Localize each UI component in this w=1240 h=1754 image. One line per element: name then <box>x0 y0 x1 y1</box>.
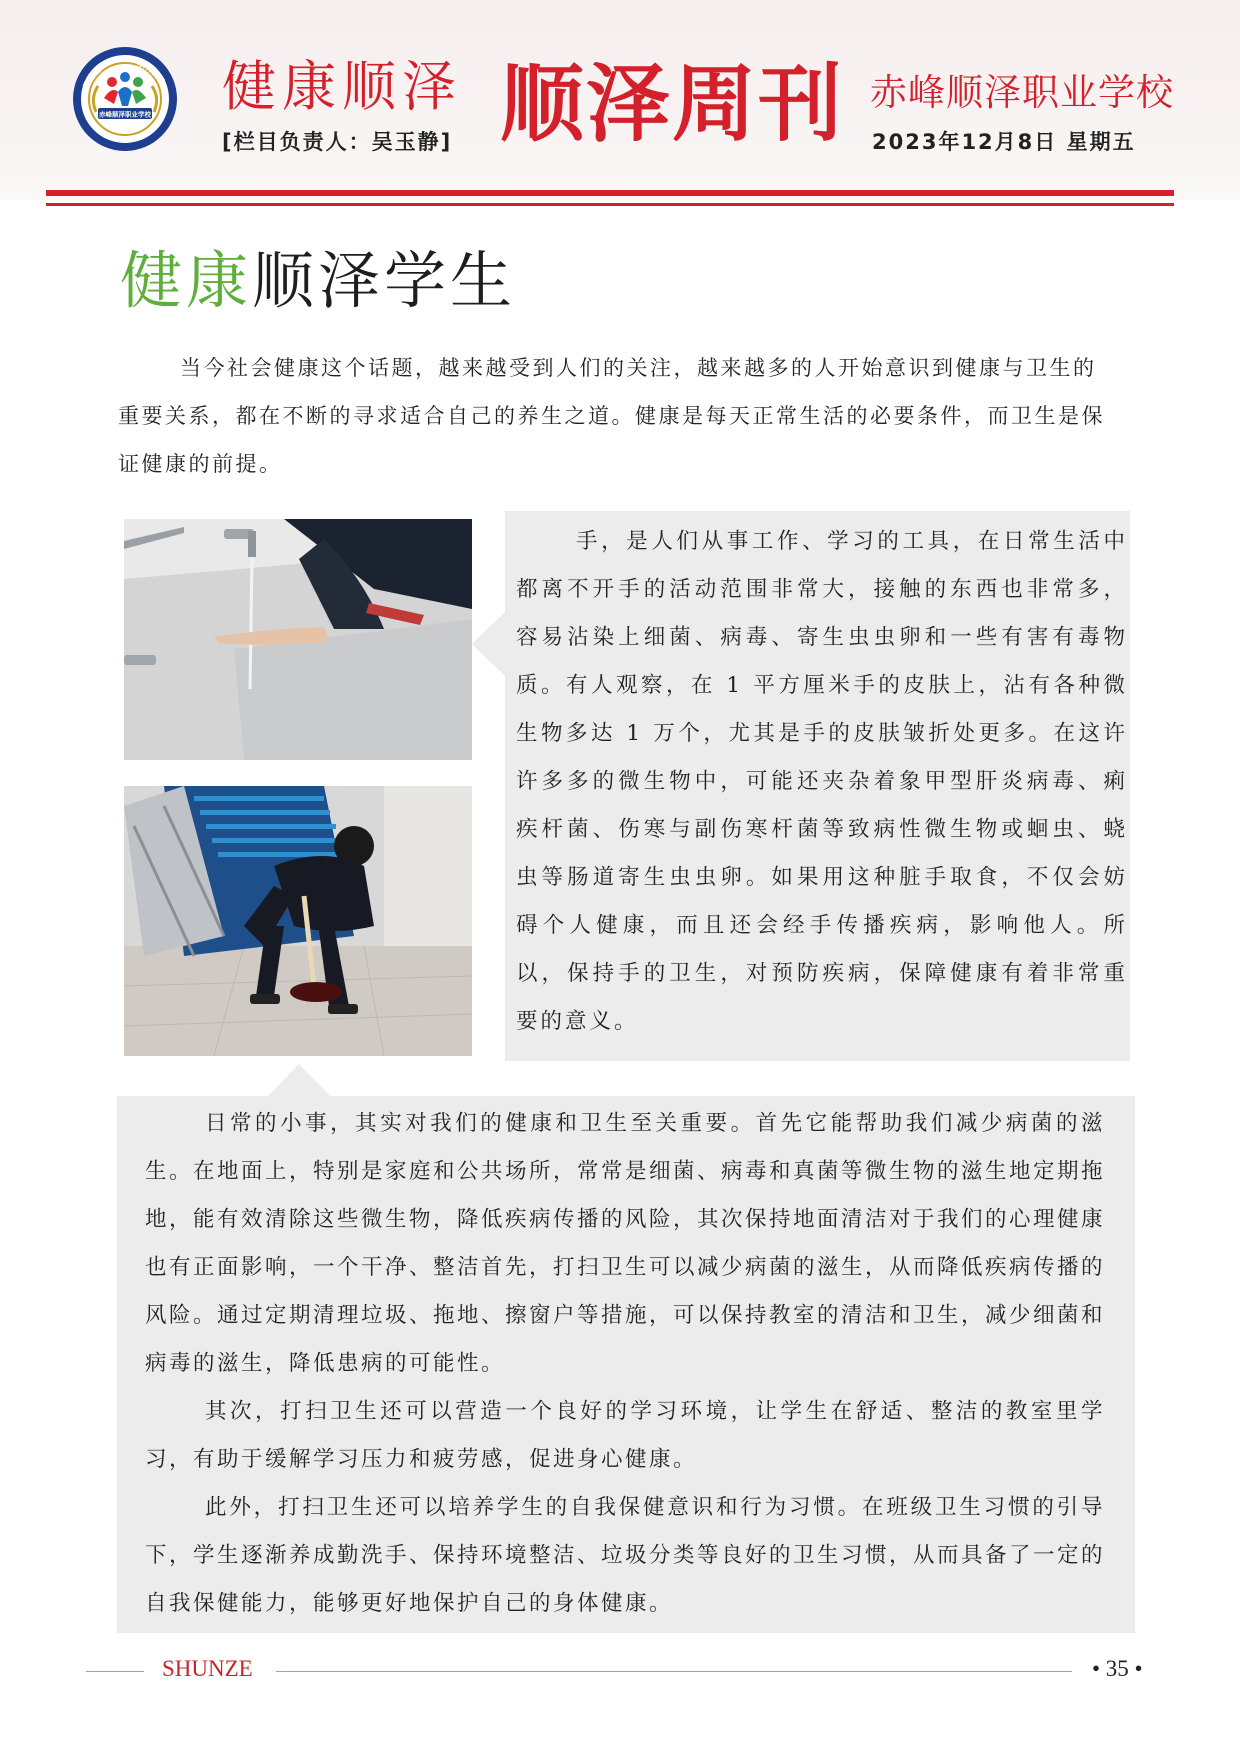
footer-brand: SHUNZE <box>162 1656 253 1681</box>
cleaning-text <box>145 1100 1105 1628</box>
header-rule-thin <box>46 203 1174 206</box>
hand-hygiene-box-pointer <box>472 612 505 676</box>
school-logo <box>72 46 178 152</box>
hand-washing-photo <box>124 519 472 760</box>
cleaning-box-pointer <box>267 1064 331 1097</box>
footer-line-left <box>86 1671 144 1672</box>
school-name: 赤峰顺泽职业学校 <box>870 71 1174 114</box>
magazine-title: 顺泽周刊 <box>500 55 845 153</box>
column-title: 健康顺泽 <box>222 55 462 118</box>
header-rule-thick <box>46 190 1174 196</box>
footer-line-right <box>276 1671 1072 1672</box>
logo-school-text: 赤峰顺泽职业学校 <box>99 110 151 119</box>
logo-arc-text-left: 品德立 <box>81 65 103 91</box>
issue-date: 2023年12月8日 星期五 <box>872 130 1136 154</box>
floor-mopping-photo <box>124 786 472 1056</box>
page-number: • 35 • <box>1092 1656 1143 1681</box>
section-title <box>120 244 517 317</box>
intro-paragraph: 当今社会健康这个话题，越来越受到人们的关注，越来越多的人开始意识到健康与卫生的重要关系，都在不断的寻求适合自己的养生之道。健康是每天正常生活的必要条件，而卫生是保证健康的前提。 <box>118 356 1105 476</box>
section-title-highlight: 健康 <box>120 244 253 317</box>
cleaning-paragraph-1: 日常的小事，其实对我们的健康和卫生至关重要。首先它能帮助我们减少病菌的滋生。在地面上，特别是家庭和公共场所，常常是细菌、病毒和真菌等微生物的滋生地定期拖地，能有效清除这些微生物，降低疾病传播的风险，其次保持地面清洁对于我们的心理健康也有正面影响，一个干净、整洁首先，打扫卫生可以减少病菌的滋生，从而降低疾病传播的风险。通过定期清理垃圾、拖地、擦窗户等措施，可以保持教室的清洁和卫生，减少细菌和病毒的滋生，降低患病的可能性。 <box>145 1111 1106 1376</box>
logo-arc-text-right: 顺利就业 <box>136 58 167 87</box>
cleaning-paragraph-2: 其次，打扫卫生还可以营造一个良好的学习环境，让学生在舒适、整洁的教室里学习，有助于缓解学习压力和疲劳感，促进身心健康。 <box>145 1399 1105 1472</box>
section-title-rest: 顺泽学生 <box>252 244 517 317</box>
cleaning-paragraph-3: 此外，打扫卫生还可以培养学生的自我保健意识和行为习惯。在班级卫生习惯的引导下，学生逐渐养成勤洗手、保持环境整洁、垃圾分类等良好的卫生习惯，从而具备了一定的自我保健能力，能够更好地保护自己的身体健康。 <box>145 1495 1106 1616</box>
hand-hygiene-paragraph: 手，是人们从事工作、学习的工具，在日常生活中都离不开手的活动范围非常大，接触的东西也非常多，容易沾染上细菌、病毒、寄生虫虫卵和一些有害有毒物质。有人观察，在 1 平方厘米手的皮肤上，沾有各种微生物多达 1 万个，尤其是手的皮肤皱折处更多。在这许许多多的微生物中，可能还夹杂着象甲型肝炎病毒、痢疾杆菌、伤寒与副伤寒杆菌等致病性微生物或蛔虫、蛲虫等肠道寄生虫虫卵。如果用这种脏手取食，不仅会妨碍个人健康，而且还会经手传播疾病，影响他人。所以，保持手的卫生，对预防疾病，保障健康有着非常重要的意义。 <box>516 529 1128 1034</box>
column-editor: [栏目负责人：吴玉静] <box>222 130 453 154</box>
